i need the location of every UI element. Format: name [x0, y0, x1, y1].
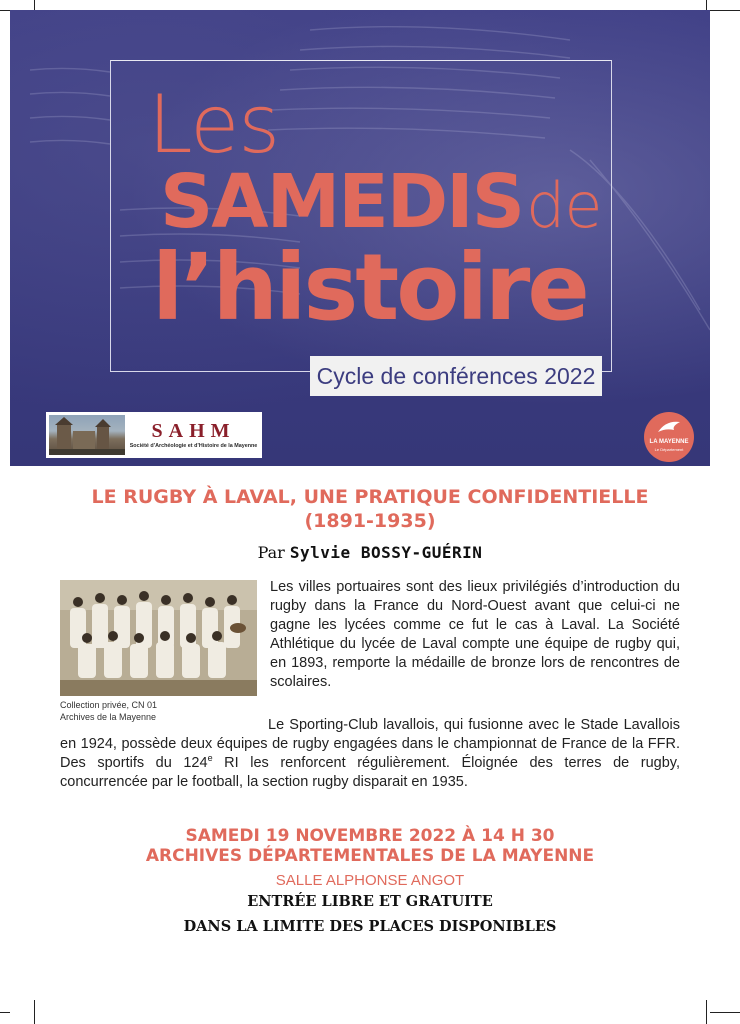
crop-mark — [706, 1000, 707, 1024]
article-paragraph-1: Les villes portuaires sont des lieux privilégiés d’introduction du rugby dans la France du Nord-Ouest avant que celui-ci ne gagne les lycées comme ce fut le cas à Laval. La Société Athlétique du lycée de Laval compte une équipe de rugby qui, en 1893, remporte la médaille de bronze lors de rencontres de scolaires. — [270, 579, 680, 690]
caption-line-1: Collection privée, CN 01 — [60, 700, 158, 710]
author-prefix: Par — [257, 543, 285, 562]
sahm-name: SAHM — [151, 420, 236, 442]
title-de: de — [526, 169, 602, 242]
dept-logo — [644, 412, 694, 462]
article-headline — [40, 485, 700, 533]
header-banner — [10, 10, 710, 466]
crop-mark — [710, 10, 740, 11]
dept-emblem-icon — [644, 412, 694, 440]
event-room: SALLE ALPHONSE ANGOT — [275, 872, 465, 889]
ordinal-superscript: e — [207, 753, 213, 764]
author-line — [40, 543, 700, 562]
caption-line-2: Archives de la Mayenne — [60, 712, 157, 722]
event-venue: ARCHIVES DÉPARTEMENTALES DE LA MAYENNE — [145, 846, 595, 866]
team-photo-illustration — [60, 580, 257, 696]
castle-illustration — [49, 415, 125, 455]
dept-logo-name: LA MAYENNE — [649, 439, 689, 445]
rugby-team-photo — [60, 580, 257, 696]
event-date: SAMEDI 19 NOVEMBRE 2022 À 14 H 30 — [185, 826, 555, 846]
castle-photo — [49, 415, 125, 455]
crop-mark — [34, 1000, 35, 1024]
title-histoire: l’histoire — [152, 234, 587, 341]
crop-mark — [0, 10, 10, 11]
headline-line-2: (1891-1935) — [304, 510, 436, 532]
title-samedis: SAMEDIS — [160, 159, 524, 245]
article-paragraph-2 — [60, 716, 680, 792]
subtitle-box: Cycle de conférences 2022 — [310, 356, 602, 396]
sahm-logo — [46, 412, 262, 458]
entry-info-2: DANS LA LIMITE DES PLACES DISPONIBLES — [183, 918, 557, 935]
headline-line-1: LE RUGBY À LAVAL, UNE PRATIQUE CONFIDENTIELLE — [91, 486, 649, 508]
crop-mark — [0, 1012, 10, 1013]
crop-mark — [710, 1012, 740, 1013]
paragraph-2-part-1: Le Sporting-Club lavallois, qui fusionne avec le Stade Lavallois en 1924, possède deux équipes de rugby engagées dans le championnat de France de la FFR. Des sportifs du 124 — [60, 717, 680, 771]
entry-info-1: ENTRÉE LIBRE ET GRATUITE — [247, 893, 493, 910]
sahm-subtitle: Société d’Archéologie et d’Histoire de la Mayenne — [129, 443, 258, 449]
author-name: Sylvie BOSSY-GUÉRIN — [289, 543, 483, 562]
paragraph-2-part-2: RI les renforcent régulièrement. Éloignée des terres de rugby, concurrencée par le football, la section rugby disparait en 1935. — [60, 755, 680, 790]
dept-logo-sub: Le Département — [654, 447, 684, 452]
title-les: Les — [148, 78, 280, 171]
